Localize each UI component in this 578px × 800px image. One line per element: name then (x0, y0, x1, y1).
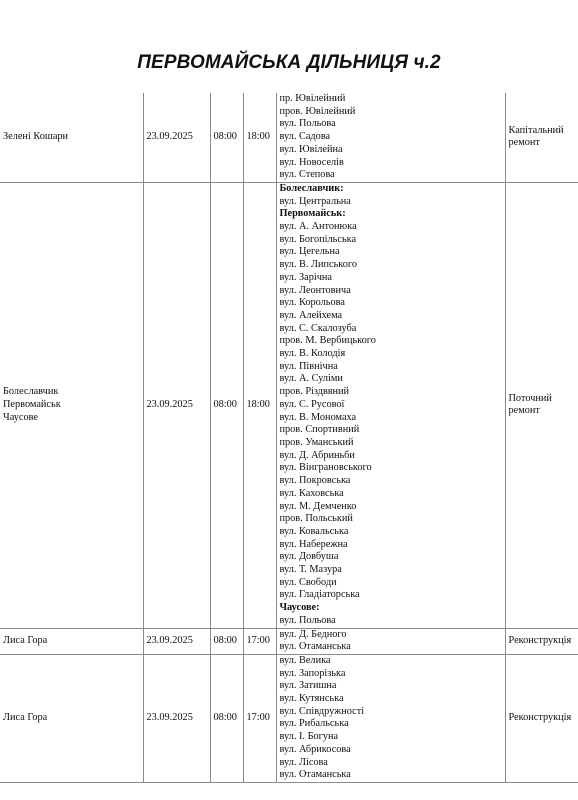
end-time-cell: 18:00 (243, 182, 276, 628)
street-item: вул. Зарічна (279, 271, 332, 283)
street-item: вул. Д. Бедного (279, 628, 347, 640)
street-item: вул. Абрикосова (279, 743, 351, 755)
street-item: вул. Д. Абриньби (279, 449, 355, 461)
work-type: Реконструкція (508, 712, 572, 724)
schedule-body (0, 93, 578, 782)
streets-cell (276, 182, 505, 628)
street-item: пров. Польський (279, 513, 353, 525)
work-type: Реконструкція (508, 634, 572, 646)
street-item: вул. Отаманська (279, 641, 351, 653)
street-item: вул. Цегельна (279, 246, 340, 258)
streets-cell (276, 654, 505, 782)
start-time-cell: 08:00 (210, 628, 243, 654)
street-item: вул. Отаманська (279, 769, 351, 781)
date-cell: 23.09.2025 (143, 654, 210, 782)
settlement-cell (0, 654, 143, 782)
street-item: вул. Співдружності (279, 705, 365, 717)
street-item: вул. Запорізька (279, 667, 346, 679)
street-item: вул. Довбуша (279, 551, 339, 563)
settlement-name: Болеславчик (3, 386, 59, 398)
work-type: Поточний (508, 392, 552, 404)
street-item: Первомайськ: (279, 208, 346, 220)
work-type: ремонт (508, 405, 540, 417)
street-item: вул. Центральна (279, 195, 351, 207)
street-item: вул. Лісова (279, 756, 328, 768)
settlement-name: Лиса Гора (3, 634, 48, 646)
date-cell: 23.09.2025 (143, 93, 210, 182)
start-time-cell: 08:00 (210, 93, 243, 182)
street-item: пров. Ювілейний (279, 105, 356, 117)
street-item: вул. Т. Мазура (279, 564, 342, 576)
street-item: вул. Каховська (279, 487, 344, 499)
street-item: вул. Вінграновського (279, 462, 372, 474)
streets-cell (276, 93, 505, 182)
street-item: вул. Свободи (279, 576, 337, 588)
street-item: пров. М. Вербицького (279, 335, 376, 347)
street-item: вул. С. Скалозуба (279, 322, 357, 334)
table-row (0, 182, 578, 628)
street-item: вул. Богопільська (279, 233, 357, 245)
settlement-name: Чаусове (3, 411, 38, 423)
date-cell: 23.09.2025 (143, 628, 210, 654)
street-item: вул. С. Русової (279, 398, 345, 410)
street-item: вул. Покровська (279, 475, 351, 487)
street-item: вул. Алейхема (279, 309, 343, 321)
page-title: ПЕРВОМАЙСЬКА ДІЛЬНИЦЯ ч.2 (137, 52, 441, 73)
work-type-cell (505, 93, 578, 182)
street-item: вул. М. Демченко (279, 500, 357, 512)
settlement-cell (0, 93, 143, 182)
work-type: ремонт (508, 137, 540, 149)
end-time-cell: 17:00 (243, 628, 276, 654)
street-item: вул. В. Липського (279, 259, 358, 271)
street-item: пр. Ювілейний (279, 93, 346, 104)
street-item: вул. Новоселів (279, 156, 344, 168)
settlement-name: Первомайськ (3, 398, 61, 410)
end-time-cell: 18:00 (243, 93, 276, 182)
street-item: вул. Кутянська (279, 693, 344, 705)
street-item: вул. Леонтовича (279, 284, 351, 296)
work-type-cell (505, 654, 578, 782)
settlement-cell (0, 628, 143, 654)
street-item: вул. Ковальська (279, 525, 349, 537)
street-item: пров. Різдвяний (279, 386, 350, 398)
street-item: вул. І. Богуна (279, 731, 339, 743)
outage-schedule-table (0, 93, 578, 783)
street-item: вул. Корольова (279, 297, 345, 309)
street-item: вул. Рибальська (279, 718, 349, 730)
date-cell: 23.09.2025 (143, 182, 210, 628)
street-item: вул. Польова (279, 118, 336, 130)
work-type-cell (505, 182, 578, 628)
street-item: вул. Ювілейна (279, 143, 343, 155)
street-item: вул. Велика (279, 654, 331, 666)
settlement-cell (0, 182, 143, 628)
table-row (0, 93, 578, 182)
street-item: вул. Затишна (279, 680, 337, 692)
street-item: вул. Гладіаторська (279, 589, 360, 601)
street-item: Чаусове: (279, 602, 320, 614)
settlement-name: Лиса Гора (3, 712, 48, 724)
table-row (0, 654, 578, 782)
street-item: вул. В. Мономаха (279, 411, 357, 423)
street-item: пров. Спортивний (279, 424, 360, 436)
street-item: Болеславчик: (279, 182, 344, 194)
street-item: пров. Уманський (279, 436, 354, 448)
settlement-name: Зелені Кошари (3, 131, 69, 143)
start-time-cell: 08:00 (210, 182, 243, 628)
street-item: вул. А. Суліми (279, 373, 343, 385)
work-type: Капітальний (508, 124, 564, 136)
streets-cell (276, 628, 505, 654)
work-type-cell (505, 628, 578, 654)
street-item: вул. Степова (279, 169, 335, 181)
street-item: вул. Набережна (279, 538, 348, 550)
street-item: вул. Північна (279, 360, 338, 372)
table-row (0, 628, 578, 654)
street-item: вул. В. Колодія (279, 348, 346, 360)
end-time-cell: 17:00 (243, 654, 276, 782)
street-item: вул. Польова (279, 614, 336, 626)
street-item: вул. А. Антонюка (279, 221, 357, 233)
street-item: вул. Садова (279, 131, 331, 143)
start-time-cell: 08:00 (210, 654, 243, 782)
